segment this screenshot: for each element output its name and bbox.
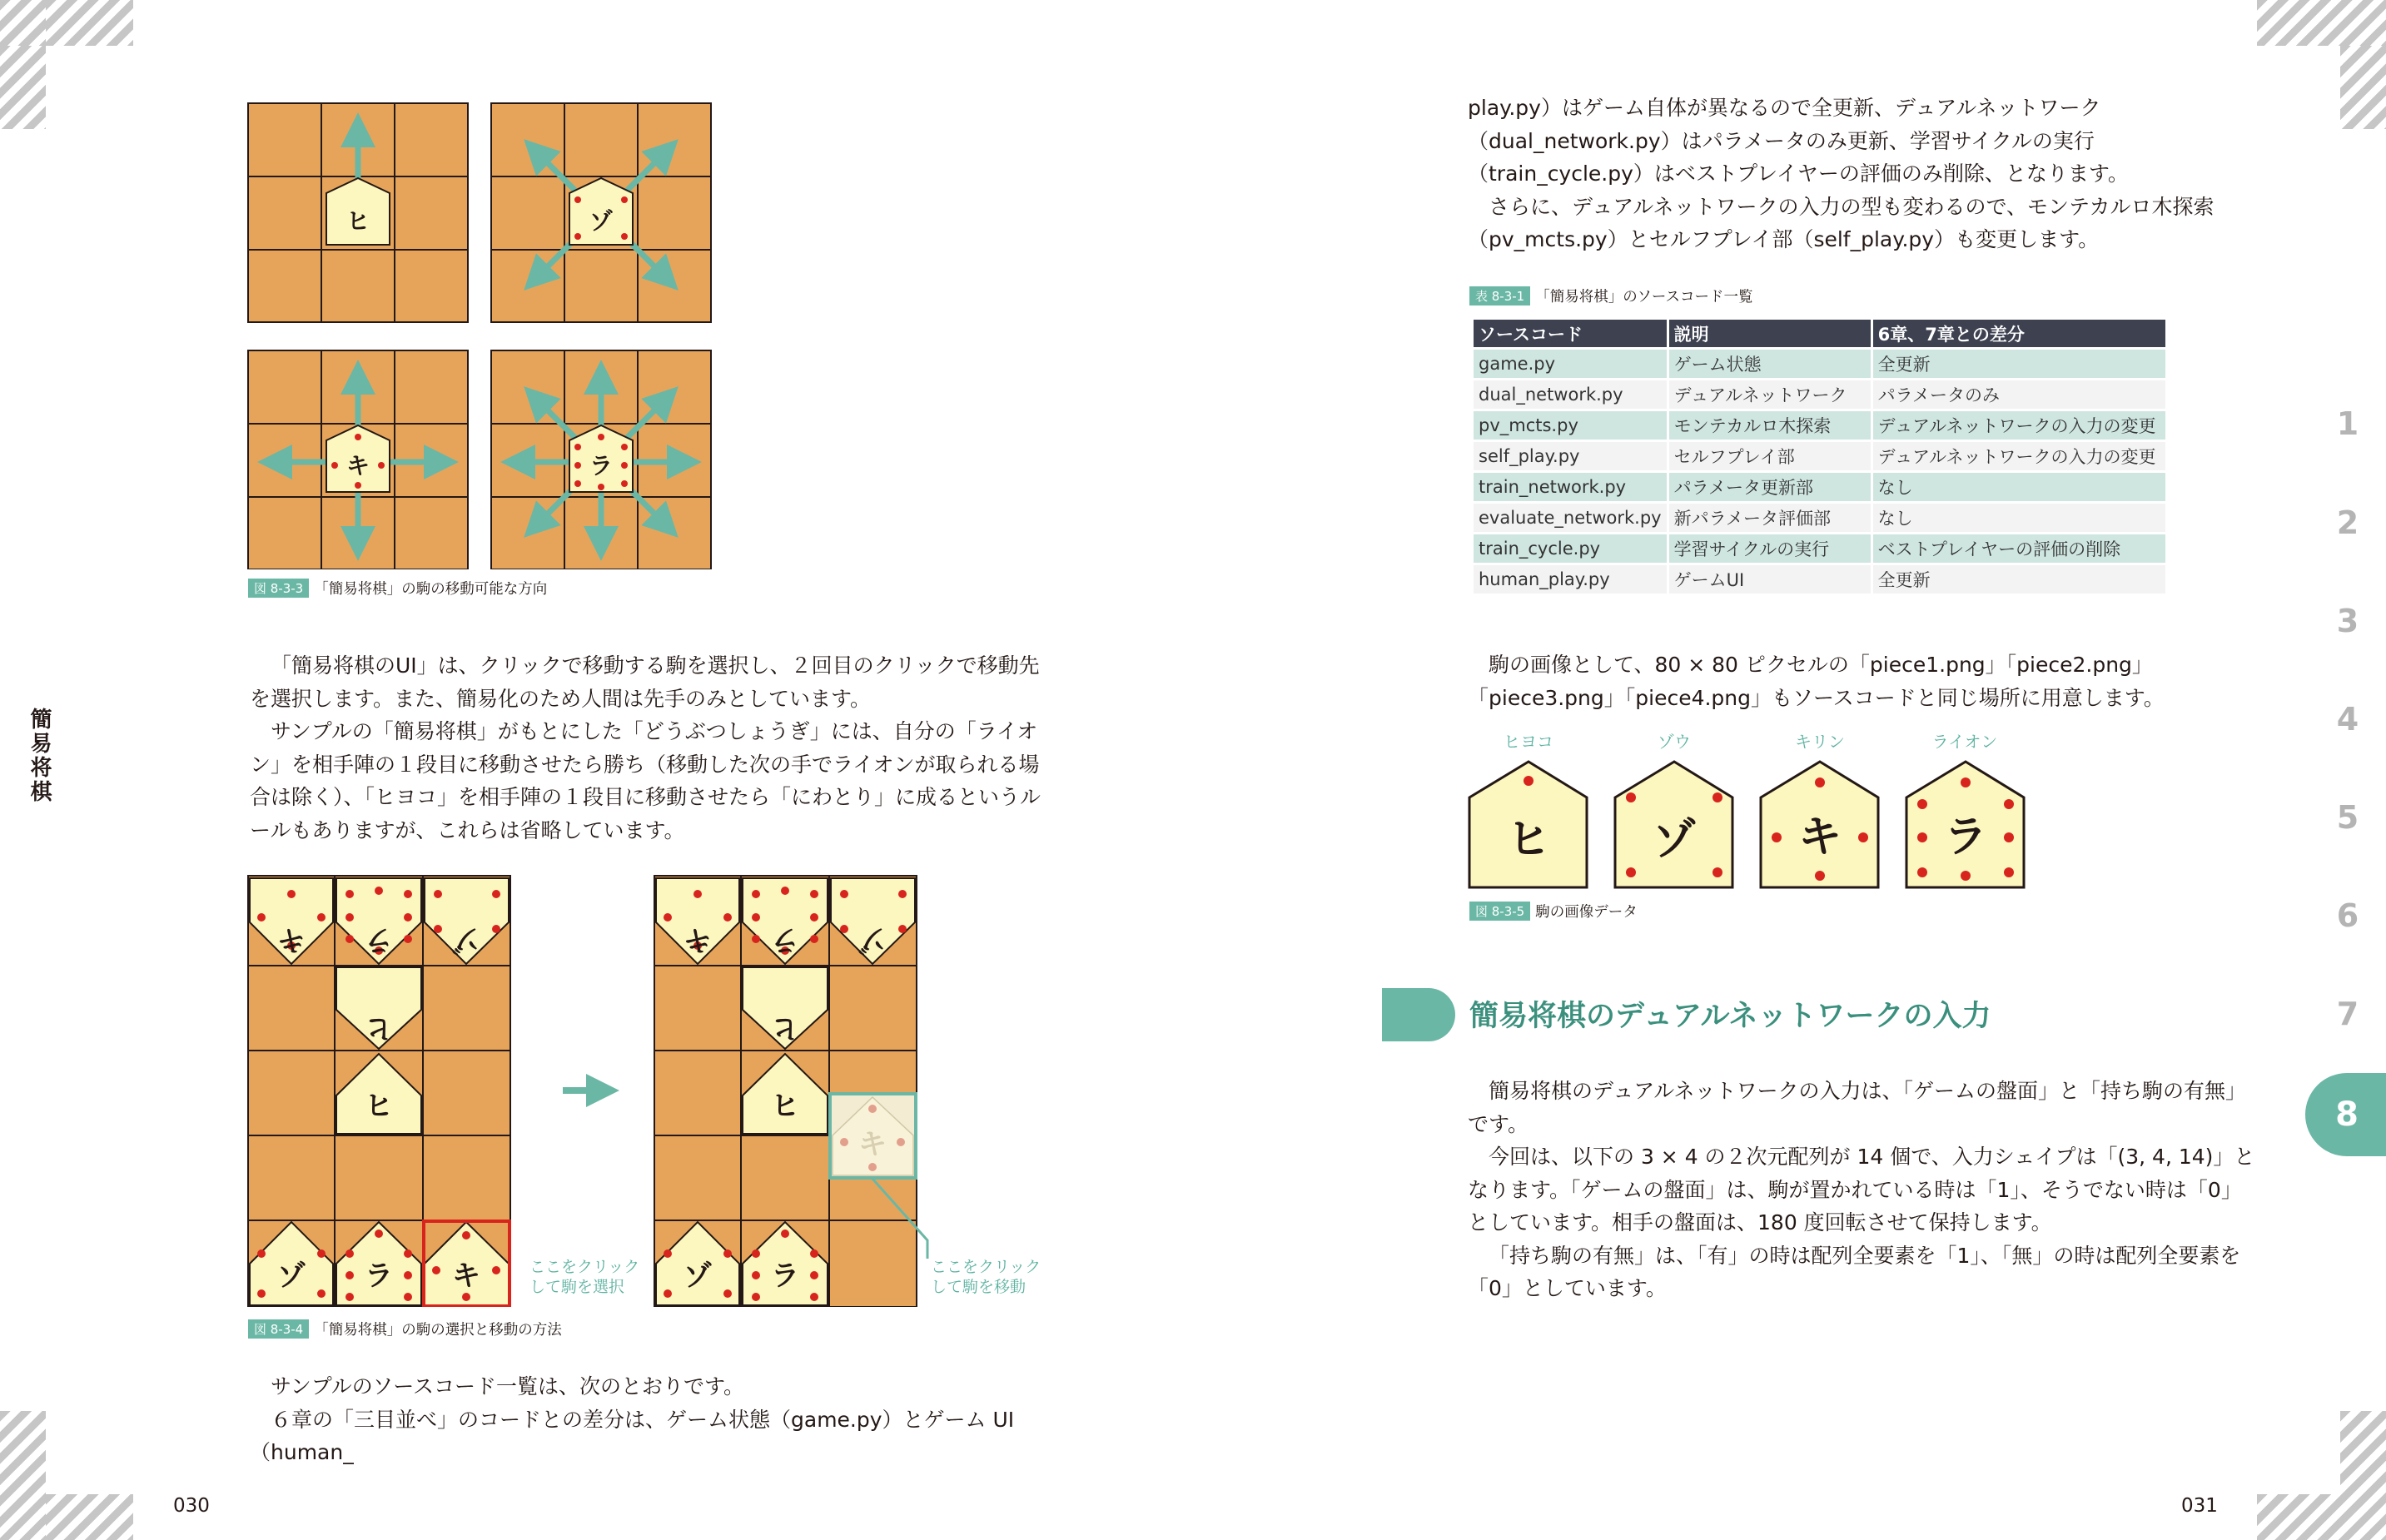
chapter-tab-7[interactable]: 7 bbox=[2336, 996, 2359, 1032]
paragraph: ６章の「三目並べ」のコードとの差分は、ゲーム状態（game.py）とゲーム UI（human_ bbox=[250, 1407, 1015, 1464]
own-hiyoko-label: ヒ bbox=[771, 1090, 799, 1123]
enemy-hiyoko-label: ヒ bbox=[365, 1011, 393, 1045]
paragraph: 駒の画像として、80 × 80 ピクセルの「piece1.png」「piece2.png」「piece3.png」「piece4.png」もソースコードと同じ場所に用意します。 bbox=[1468, 653, 2165, 710]
table-row bbox=[1474, 534, 2165, 563]
table-cell: デュアルネットワーク bbox=[1669, 380, 1871, 409]
corner-decoration-bl bbox=[0, 1411, 46, 1540]
callout-select-line: ここをクリック bbox=[529, 1258, 640, 1276]
corner-decoration-bl-bottom bbox=[46, 1494, 133, 1540]
figure-833-caption-text: 「簡易将棋」の駒の移動可能な方向 bbox=[314, 581, 548, 598]
own-hiyoko-label: ヒ bbox=[365, 1090, 393, 1123]
source-code-table bbox=[1471, 317, 2168, 596]
board-before bbox=[248, 876, 510, 1307]
figure-835-caption bbox=[1469, 901, 1638, 922]
table-header: 6章、7章との差分 bbox=[1873, 320, 2165, 347]
chapter-tab-8-active[interactable]: 8 bbox=[2305, 1073, 2386, 1156]
enemy-lion-label: ラ bbox=[771, 923, 799, 956]
table-cell: dual_network.py bbox=[1474, 380, 1667, 409]
callout-select bbox=[529, 1257, 639, 1297]
paragraph: サンプルのソースコード一覧は、次のとおりです。 bbox=[271, 1374, 745, 1398]
figure-select-move bbox=[246, 874, 1046, 1307]
chapter-tab-1[interactable]: 1 bbox=[2336, 405, 2359, 442]
ghost-kirin-label: キ bbox=[858, 1128, 887, 1161]
piece-image-hiyoko bbox=[1469, 762, 1587, 887]
chapter-tab-3[interactable]: 3 bbox=[2336, 603, 2359, 639]
paragraph: 「簡易将棋のUI」は、クリックで移動する駒を選択し、２回目のクリックで移動先を選択します。また、簡易化のため人間は先手のみとしています。 bbox=[250, 653, 1040, 711]
own-kirin-label: キ bbox=[452, 1259, 480, 1293]
callout-move-line: ここをクリック bbox=[931, 1258, 1041, 1276]
chapter-tab-5[interactable]: 5 bbox=[2336, 799, 2359, 836]
right-body-1 bbox=[1468, 92, 2259, 256]
enemy-kirin-label: キ bbox=[277, 923, 306, 956]
table-cell: なし bbox=[1873, 473, 2165, 501]
board-after bbox=[654, 876, 927, 1307]
piece-image-zou-label: ゾ bbox=[1652, 815, 1697, 865]
paragraph: play.py）はゲーム自体が異なるので全更新、デュアルネットワーク（dual_network.py）はパラメータのみ更新、学習サイクルの実行（train_cycle.py）はベストプレイヤーの評価のみ削除、となります。 bbox=[1468, 96, 2129, 186]
table-row bbox=[1474, 473, 2165, 501]
sidebar-title: 簡易将棋 bbox=[27, 708, 52, 804]
piece-image-kirin-label: キ bbox=[1797, 812, 1842, 862]
table-cell: ゲームUI bbox=[1669, 565, 1871, 594]
section-heading: 簡易将棋のデュアルネットワークの入力 bbox=[1469, 1000, 1991, 1033]
enemy-zou-label: ゾ bbox=[858, 923, 887, 956]
table-row bbox=[1474, 565, 2165, 594]
table-header: ソースコード bbox=[1474, 320, 1667, 347]
table-831-caption-text: 「簡易将棋」のソースコード一覧 bbox=[1535, 289, 1753, 306]
board-zou-moves bbox=[491, 103, 711, 322]
table-831-tag: 表 8-3-1 bbox=[1469, 286, 1530, 306]
figure-834-caption bbox=[248, 1319, 562, 1339]
paragraph: さらに、デュアルネットワークの入力の型も変わるので、モンテカルロ木探索（pv_mcts.py）とセルフプレイ部（self_play.py）も変更します。 bbox=[1468, 194, 2215, 251]
corner-decoration-tl-side bbox=[0, 46, 46, 129]
table-cell: evaluate_network.py bbox=[1474, 504, 1667, 532]
page-number-right: 031 bbox=[2181, 1495, 2218, 1517]
corner-decoration-br bbox=[2340, 1411, 2386, 1540]
table-row bbox=[1474, 380, 2165, 409]
table-cell: 全更新 bbox=[1873, 565, 2165, 594]
enemy-lion-label: ラ bbox=[365, 923, 393, 956]
piece-image-zou bbox=[1615, 762, 1732, 887]
figure-move-directions bbox=[246, 102, 713, 569]
chapter-tab-2[interactable]: 2 bbox=[2336, 504, 2359, 541]
callout-select-line: して駒を選択 bbox=[529, 1278, 625, 1296]
table-cell: パラメータのみ bbox=[1873, 380, 2165, 409]
figure-834-tag: 図 8-3-4 bbox=[248, 1319, 309, 1339]
figure-835-caption-text: 駒の画像データ bbox=[1535, 904, 1638, 921]
enemy-kirin-label: キ bbox=[683, 923, 712, 956]
piece-name-hiyoko: ヒヨコ bbox=[1504, 732, 1553, 752]
left-body-2 bbox=[250, 1370, 1041, 1469]
table-cell: パラメータ更新部 bbox=[1669, 473, 1871, 501]
table-cell: 学習サイクルの実行 bbox=[1669, 534, 1871, 563]
corner-decoration-tl bbox=[0, 0, 46, 46]
figure-834-caption-text: 「簡易将棋」の駒の選択と移動の方法 bbox=[314, 1322, 562, 1339]
piece-image-lion-label: ラ bbox=[1943, 812, 1988, 862]
table-cell: train_cycle.py bbox=[1474, 534, 1667, 563]
paragraph: サンプルの「簡易将棋」がもとにした「どうぶつしょうぎ」には、自分の「ライオン」を相手陣の１段目に移動させたら勝ち（移動した次の手でライオンが取られる場合は除く）、「ヒヨコ」を相手陣の１段目に移動させたら「にわとり」に成るというルールもありますが、これらは省略しています。 bbox=[250, 719, 1041, 842]
table-cell: 新パラメータ評価部 bbox=[1669, 504, 1871, 532]
table-cell: なし bbox=[1873, 504, 2165, 532]
figure-piece-images bbox=[1465, 731, 2048, 893]
corner-decoration-br-bottom bbox=[2257, 1494, 2340, 1540]
board-kirin-moves bbox=[248, 350, 468, 569]
page-number-left: 030 bbox=[173, 1495, 210, 1517]
corner-decoration-tl-inner bbox=[46, 0, 133, 46]
left-body-1 bbox=[250, 649, 1041, 847]
table-cell: game.py bbox=[1474, 350, 1667, 378]
table-cell: ベストプレイヤーの評価の削除 bbox=[1873, 534, 2165, 563]
table-cell: ゲーム状態 bbox=[1669, 350, 1871, 378]
enemy-zou-label: ゾ bbox=[452, 923, 480, 956]
board-lion-moves bbox=[491, 350, 711, 569]
piece-hiyoko-label: ヒ bbox=[345, 207, 370, 235]
paragraph: 今回は、以下の 3 × 4 の２次元配列が 14 個で、入力シェイプは「(3, 4, 14)」となります。「ゲームの盤面」は、駒が置かれている時は「1」、そうでない時は「0」としています。相手の盤面は、180 度回転させて保持します。 bbox=[1468, 1145, 2255, 1234]
piece-image-kirin bbox=[1761, 762, 1878, 887]
piece-zou-label: ゾ bbox=[589, 207, 614, 235]
figure-835-tag: 図 8-3-5 bbox=[1469, 902, 1530, 921]
figure-833-caption bbox=[248, 578, 547, 599]
right-body-2 bbox=[1468, 648, 2259, 714]
callout-move bbox=[931, 1257, 1041, 1297]
board-hiyoko-moves bbox=[248, 103, 468, 322]
chapter-tab-6[interactable]: 6 bbox=[2336, 897, 2359, 934]
table-cell: human_play.py bbox=[1474, 565, 1667, 594]
piece-kirin-label: キ bbox=[345, 452, 370, 479]
piece-name-lion: ライオン bbox=[1931, 732, 1998, 752]
section-heading-tab bbox=[1382, 988, 1455, 1041]
own-lion-label: ラ bbox=[771, 1259, 799, 1293]
piece-name-zou: ゾウ bbox=[1658, 732, 1691, 752]
paragraph: 簡易将棋のデュアルネットワークの入力は、「ゲームの盤面」と「持ち駒の有無」です。 bbox=[1468, 1079, 2247, 1136]
table-cell: デュアルネットワークの入力の変更 bbox=[1873, 411, 2165, 440]
paragraph: 「持ち駒の有無」は、「有」の時は配列全要素を「1」、「無」の時は配列全要素を「0」としています。 bbox=[1468, 1243, 2241, 1300]
table-header-row bbox=[1474, 320, 2165, 347]
own-zou-label: ゾ bbox=[683, 1259, 712, 1293]
table-cell: pv_mcts.py bbox=[1474, 411, 1667, 440]
own-lion-label: ラ bbox=[365, 1259, 393, 1293]
table-cell: モンテカルロ木探索 bbox=[1669, 411, 1871, 440]
table-cell: train_network.py bbox=[1474, 473, 1667, 501]
callout-move-line: して駒を移動 bbox=[931, 1278, 1026, 1296]
figure-833-tag: 図 8-3-3 bbox=[248, 579, 309, 598]
corner-decoration-tr bbox=[2257, 0, 2386, 46]
table-cell: デュアルネットワークの入力の変更 bbox=[1873, 442, 2165, 470]
table-cell: 全更新 bbox=[1873, 350, 2165, 378]
corner-decoration-tr-side bbox=[2340, 46, 2386, 129]
table-cell: セルフプレイ部 bbox=[1669, 442, 1871, 470]
piece-image-hiyoko-label: ヒ bbox=[1506, 815, 1551, 865]
right-body-3 bbox=[1468, 1075, 2259, 1305]
piece-lion-label: ラ bbox=[589, 452, 614, 479]
table-831-caption bbox=[1469, 286, 1753, 306]
table-row bbox=[1474, 411, 2165, 440]
own-zou-label: ゾ bbox=[277, 1259, 306, 1293]
table-header: 説明 bbox=[1669, 320, 1871, 347]
table-row bbox=[1474, 350, 2165, 378]
chapter-tab-4[interactable]: 4 bbox=[2336, 701, 2359, 738]
piece-name-kirin: キリン bbox=[1795, 732, 1845, 752]
table-cell: self_play.py bbox=[1474, 442, 1667, 470]
table-row bbox=[1474, 504, 2165, 532]
piece-image-lion bbox=[1906, 762, 2024, 887]
table-row bbox=[1474, 442, 2165, 470]
enemy-hiyoko-label: ヒ bbox=[771, 1011, 799, 1045]
